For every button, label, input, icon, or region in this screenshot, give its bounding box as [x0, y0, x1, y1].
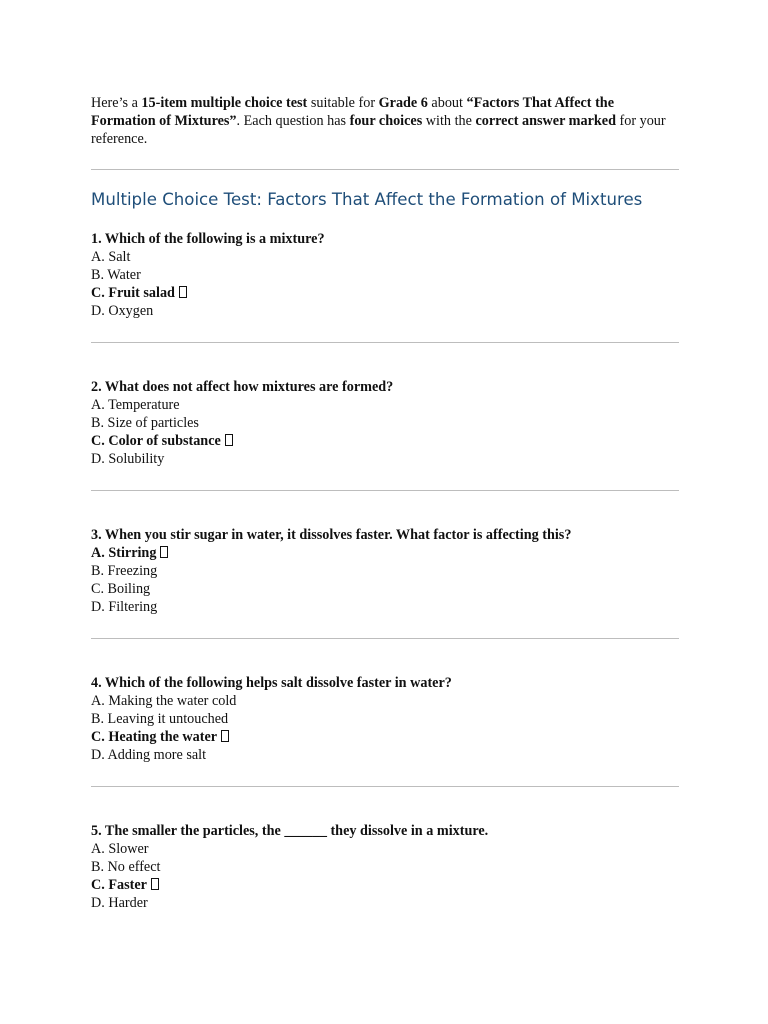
choice-text: C. Boiling	[91, 581, 151, 597]
correct-choice	[91, 876, 681, 894]
question-text: 3. When you stir sugar in water, it dissolves faster. What factor is affecting this?	[91, 527, 572, 543]
box-glyph-icon	[179, 286, 187, 298]
box-glyph-icon	[151, 878, 159, 890]
choice	[91, 414, 681, 432]
question-block	[91, 230, 681, 320]
choice-text: D. Adding more salt	[91, 747, 207, 763]
question-list	[91, 230, 681, 912]
intro-bold-grade: Grade 6	[378, 95, 428, 111]
question-block	[91, 822, 681, 912]
choice	[91, 858, 681, 876]
intro-text: with the	[422, 113, 476, 129]
choice-text: A. Salt	[91, 249, 131, 265]
choice	[91, 894, 681, 912]
choice	[91, 248, 681, 266]
question-text: 2. What does not affect how mixtures are formed?	[91, 379, 394, 395]
box-glyph-icon	[160, 546, 168, 558]
choice-text: A. Stirring	[91, 545, 157, 561]
choice-text: A. Slower	[91, 841, 149, 857]
choice-text: D. Solubility	[91, 451, 165, 467]
correct-choice	[91, 544, 681, 562]
intro-text: Here’s a	[91, 95, 142, 111]
question-block	[91, 526, 681, 616]
correct-choice	[91, 284, 681, 302]
intro-text: suitable for	[307, 95, 379, 111]
choice-text: B. Water	[91, 267, 141, 283]
choice	[91, 580, 681, 598]
choice-text: B. Freezing	[91, 563, 158, 579]
choice-text: C. Color of substance	[91, 433, 221, 449]
intro-paragraph	[91, 94, 681, 148]
choice-text: C. Faster	[91, 877, 147, 893]
choice	[91, 396, 681, 414]
choice	[91, 562, 681, 580]
intro-text: . Each question has	[236, 113, 350, 129]
choice-text: B. Size of particles	[91, 415, 199, 431]
choice-text: B. No effect	[91, 859, 161, 875]
correct-choice	[91, 728, 681, 746]
intro-bold-choices: four choices	[349, 113, 423, 129]
choice-text: D. Harder	[91, 895, 148, 911]
choice	[91, 746, 681, 764]
choice	[91, 598, 681, 616]
choice-text: D. Filtering	[91, 599, 158, 615]
choice-text: A. Making the water cold	[91, 693, 237, 709]
choice	[91, 840, 681, 858]
question-block	[91, 378, 681, 468]
divider	[91, 638, 679, 639]
intro-bold-topic: “Factors That Affect the Formation of Mixtures”	[91, 95, 614, 129]
intro-bold-answer-marked: correct answer marked	[475, 113, 616, 129]
choice-text: A. Temperature	[91, 397, 180, 413]
correct-choice	[91, 432, 681, 450]
choice-text: C. Heating the water	[91, 729, 218, 745]
choice-text: C. Fruit salad	[91, 285, 175, 301]
divider	[91, 786, 679, 787]
question-block	[91, 674, 681, 764]
choice-text: B. Leaving it untouched	[91, 711, 229, 727]
box-glyph-icon	[225, 434, 233, 446]
box-glyph-icon	[221, 730, 229, 742]
question-text: 1. Which of the following is a mixture?	[91, 231, 325, 247]
divider	[91, 342, 679, 343]
choice	[91, 302, 681, 320]
choice	[91, 692, 681, 710]
choice	[91, 450, 681, 468]
document-content	[91, 94, 681, 912]
test-heading: Multiple Choice Test: Factors That Affect the Formation of Mixtures	[91, 190, 643, 209]
choice	[91, 266, 681, 284]
choice-text: D. Oxygen	[91, 303, 154, 319]
intro-bold-item-count: 15-item multiple choice test	[141, 95, 308, 111]
divider	[91, 490, 679, 491]
question-text: 4. Which of the following helps salt dissolve faster in water?	[91, 675, 452, 691]
divider	[91, 169, 679, 170]
intro-text: for your reference.	[91, 113, 666, 147]
intro-text: about	[427, 95, 467, 111]
question-text: 5. The smaller the particles, the ______ they dissolve in a mixture.	[91, 823, 489, 839]
choice	[91, 710, 681, 728]
